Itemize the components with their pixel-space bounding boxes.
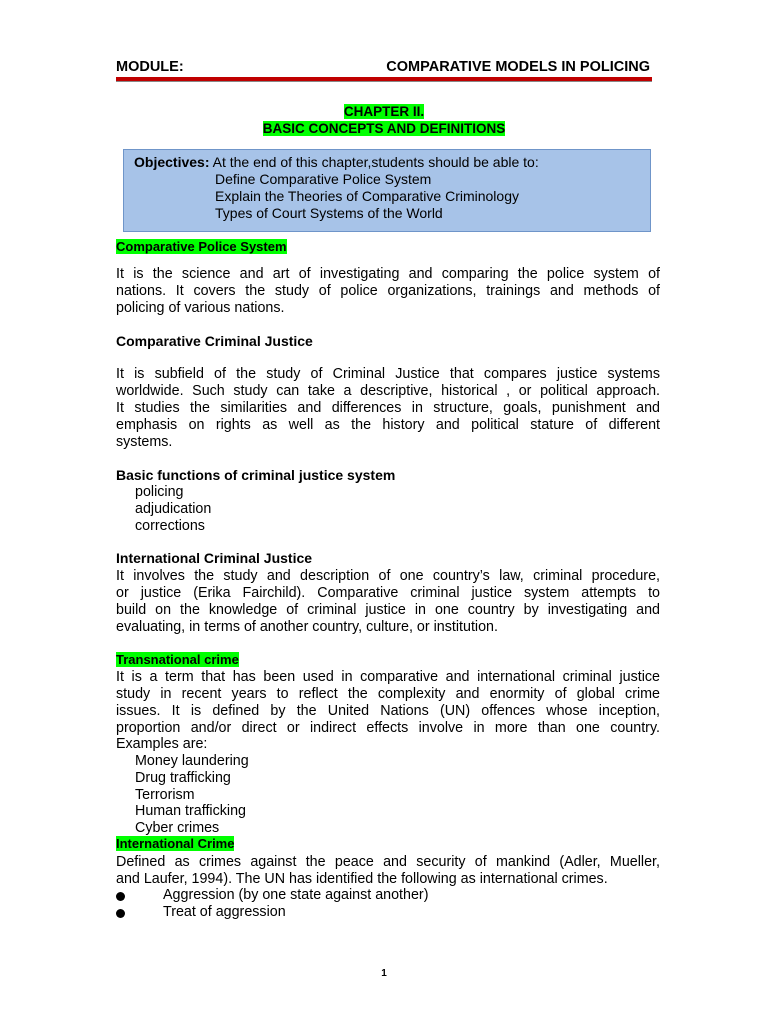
paragraph-line: proportion and/or direct or indirect effects involve in more than one country. <box>116 720 660 736</box>
section-heading-international-crime: International Crime <box>116 836 235 851</box>
section-heading-basic-functions: Basic functions of criminal justice system <box>116 467 396 483</box>
paragraph-line: study in recent years to reflect the complexity and enormity of global crime <box>116 686 660 702</box>
objective-item: Explain the Theories of Comparative Criminology <box>215 188 519 204</box>
bullet-dot-icon <box>116 909 125 918</box>
paragraph-line: Examples are: <box>116 736 208 752</box>
list-item: policing <box>135 484 184 500</box>
section-heading-comparative-criminal-justice: Comparative Criminal Justice <box>116 333 313 349</box>
objectives-intro: At the end of this chapter,students should be able to: <box>212 154 539 170</box>
header-module-label: MODULE: <box>116 59 184 75</box>
list-item: Terrorism <box>135 787 195 803</box>
paragraph-line: policing of various nations. <box>116 300 285 316</box>
paragraph-line: It involves the study and description of one country’s law, criminal procedure, <box>116 568 660 584</box>
paragraph-line: systems. <box>116 434 173 450</box>
paragraph-line: Defined as crimes against the peace and security of mankind (Adler, Mueller, <box>116 854 660 870</box>
page-number: 1 <box>381 968 387 979</box>
section-heading-international-criminal-justice: International Criminal Justice <box>116 550 313 566</box>
chapter-number: CHAPTER II. <box>343 104 425 119</box>
list-item: adjudication <box>135 501 212 517</box>
paragraph-line: build on the knowledge of criminal justice in one country by investigating and <box>116 602 660 618</box>
list-item: Drug trafficking <box>135 770 231 786</box>
header-rule-thin <box>116 81 652 82</box>
paragraph-line: worldwide. Such study can take a descriptive, historical , or political approach. <box>116 383 660 399</box>
objectives-label: Objectives: <box>134 154 210 170</box>
objective-item: Types of Court Systems of the World <box>215 205 443 221</box>
section-heading-comparative-police-system: Comparative Police System <box>116 239 287 254</box>
list-item: Cyber crimes <box>135 820 220 836</box>
objective-item: Define Comparative Police System <box>215 171 432 187</box>
chapter-title-line <box>116 121 652 136</box>
paragraph-line: or justice (Erika Fairchild). Comparative criminal justice system attempts to <box>116 585 660 601</box>
paragraph-line: and Laufer, 1994). The UN has identified the following as international crimes. <box>116 871 608 887</box>
paragraph-line: nations. It covers the study of police organizations, trainings and methods of <box>116 283 660 299</box>
paragraph-line: issues. It is defined by the United Nations (UN) offences whose inception, <box>116 703 660 719</box>
paragraph-line: evaluating, in terms of another country, culture, or institution. <box>116 619 498 635</box>
objectives-intro-line <box>134 154 539 170</box>
paragraph-line: It studies the similarities and differences in structure, goals, punishment and <box>116 400 660 416</box>
list-item: Human trafficking <box>135 803 246 819</box>
chapter-number-line <box>116 104 652 119</box>
header-module-title: COMPARATIVE MODELS IN POLICING <box>386 59 650 75</box>
list-item: corrections <box>135 518 205 534</box>
paragraph-line: It is subfield of the study of Criminal Justice that compares justice systems <box>116 366 660 382</box>
page-header <box>116 59 652 76</box>
paragraph-line: It is the science and art of investigating and comparing the police system of <box>116 266 660 282</box>
section-heading-transnational-crime: Transnational crime <box>116 652 239 667</box>
objectives-box <box>123 149 651 232</box>
list-item: Money laundering <box>135 753 249 769</box>
document-page: MODULE: COMPARATIVE MODELS IN POLICING CHAPTER II. BASIC CONCEPTS AND DEFINITIONS Objectives: At the end of this chapter,students should be able to: Define Comparative Police System Explain the Theories of Comparative Criminology Types of Court Systems of the World Comparative Police System It is the science and art of investigating and comparing the police system of nations. It covers the study of police organizations, trainings and methods of policing of various nations. Comparative Criminal Justice It is subfield of the study of Criminal Justice that compares justice systems worldwide. Such study can take a descriptive, historical , or political approach. It studies the similarities and differences in structure, goals, punishment and emphasis on rights as well as the history and political stature of different systems. Basic functions of criminal justice system policing adjudication corrections International Criminal Justice It involves the study and description of one country’s law, criminal procedure, or justice (Erika Fairchild). Comparative criminal justice system attempts to build on the knowledge of criminal justice in one country by investigating and evaluating, in terms of another country, culture, or institution. Transnational crime It is a term that has been used in comparative and international criminal justice study in recent years to reflect the complexity and enormity of global crime issues. It is defined by the United Nations (UN) offences whose inception, proportion and/or direct or indirect effects involve in more than one country. Examples are: Money laundering Drug trafficking Terrorism Human trafficking Cyber crimes International Crime Defined as crimes against the peace and security of mankind (Adler, Mueller, and Laufer, 1994). The UN has identified the following as international crimes. Aggression (by one state against another) Treat of aggression 1 <box>0 0 768 1024</box>
bullet-dot-icon <box>116 892 125 901</box>
chapter-title: BASIC CONCEPTS AND DEFINITIONS <box>262 121 506 136</box>
paragraph-line: It is a term that has been used in comparative and international criminal justice <box>116 669 660 685</box>
paragraph-line: emphasis on rights as well as the history and political stature of different <box>116 417 660 433</box>
